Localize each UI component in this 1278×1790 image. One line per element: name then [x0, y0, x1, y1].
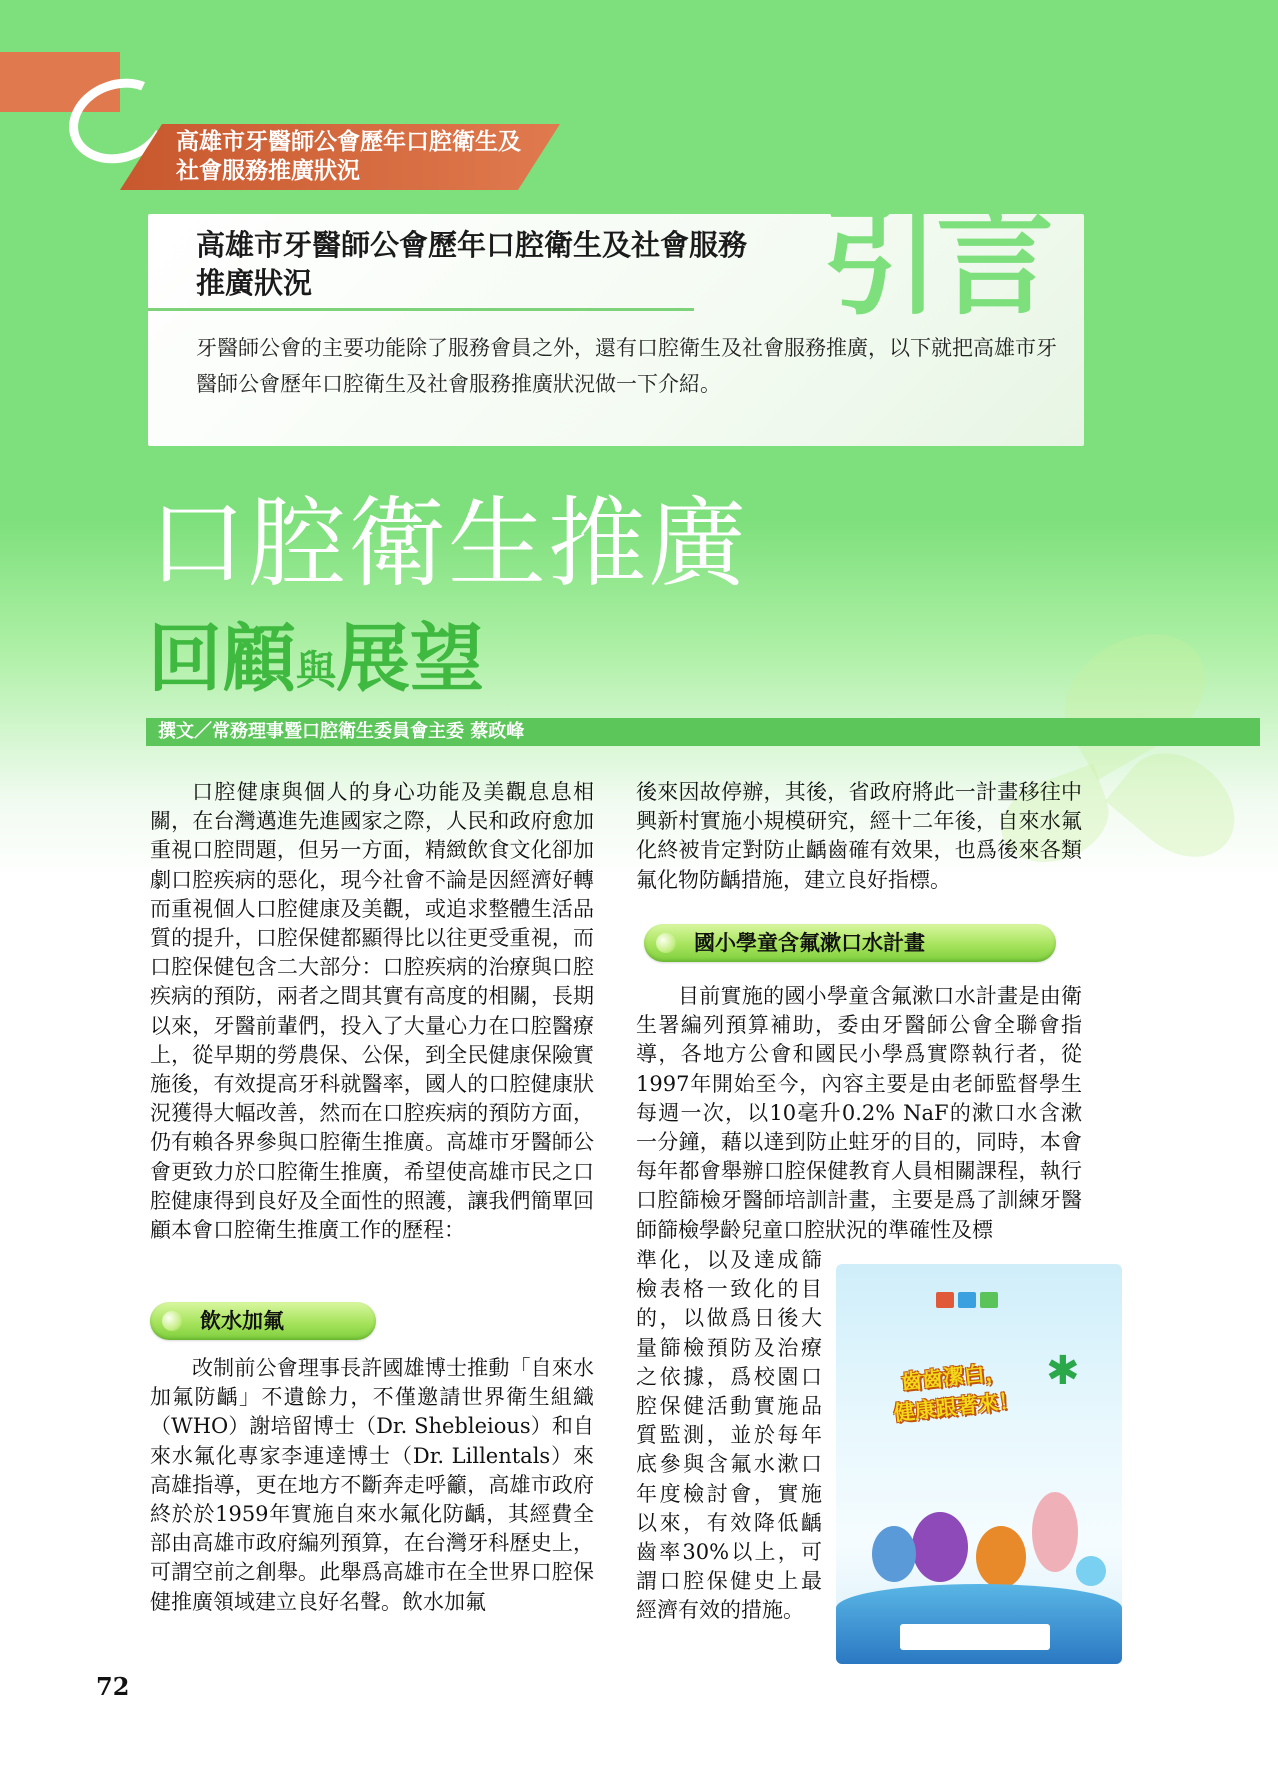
section-heading-rinse [644, 924, 1056, 962]
article-column-right-middle [636, 982, 1082, 1245]
poster-badge-icon [958, 1292, 976, 1308]
poster-slogan [877, 1354, 1032, 1429]
poster-badge-icon [980, 1292, 998, 1308]
water-paragraph: 改制前公會理事長許國雄博士推動「自來水加氟防齲」不遺餘力，不僅邀請世界衛生組織（WHO）謝培留博士（Dr. Shebleious）和自來水氟化專家李連達博士（Dr. Lillentals）來高雄指導，更在地方不斷奔走呼籲，高雄市政府終於於1959年實施自來水氟化防齲，其經費全部由高雄市政府編列預算，在台灣牙科歷史上，可謂空前之創舉。此舉爲高雄市在全世界口腔保健推廣領域建立良好名聲。飲水加氟 [150, 1356, 594, 1614]
intro-paragraph: 口腔健康與個人的身心功能及美觀息息相關，在台灣邁進先進國家之際，人民和政府愈加重視口腔問題，但另一方面，精緻飲食文化卻加劇口腔疾病的惡化，現今社會不論是因經濟好轉而重視個人口腔健康及美觀，或追求整體生活品質的提升，口腔保健都顯得比以往更受重視，而口腔保健包含二大部分：口腔疾病的治療與口腔疾病的預防，兩者之間其實有高度的相關，長期以來，牙醫前輩們，投入了大量心力在口腔醫療上，從早期的勞農保、公保，到全民健康保險實施後，有效提高牙科就醫率，國人的口腔健康狀況獲得大幅改善，然而在口腔疾病的預防方面，仍有賴各界參與口腔衛生推廣。高雄市牙醫師公會更致力於口腔衛生推廣，希望使高雄市民之口腔健康得到良好及全面性的照護，讓我們簡單回顧本會口腔衛生推廣工作的歷程： [150, 780, 594, 1243]
intro-title: 高雄市牙醫師公會歷年口腔衛生及社會服務推廣狀況 [196, 228, 748, 300]
article-title: 口腔衛生推廣 [148, 487, 749, 601]
subtitle-left: 回顧 [148, 616, 296, 702]
poster-logo-icons [936, 1292, 1002, 1312]
section-tag-text: 高雄市牙醫師公會歷年口腔衛生及社會服務推廣狀況 [176, 129, 521, 184]
character-blue-vase-icon [872, 1526, 916, 1582]
bullet-icon [656, 933, 676, 953]
intro-body: 牙醫師公會的主要功能除了服務會員之外，還有口腔衛生及社會服務推廣，以下就把高雄市牙醫師公會歷年口腔衛生及社會服務推廣狀況做一下介紹。 [196, 336, 1057, 396]
character-orange-icon [976, 1526, 1026, 1588]
author-credit: 撰文／常務理事暨口腔衛生委員會主委 蔡政峰 [158, 721, 525, 742]
page-number: 72 [96, 1672, 130, 1701]
character-bubble-icon [1076, 1556, 1106, 1586]
section-heading-water [150, 1302, 376, 1340]
subtitle-right: 展望 [336, 616, 484, 702]
intro-divider [148, 308, 694, 311]
poster-publisher-plate [900, 1624, 1050, 1650]
article-column-left-bottom [150, 1354, 594, 1617]
palm-tree-icon: ✱ [1046, 1348, 1080, 1394]
section-heading-label: 國小學童含氟漱口水計畫 [694, 931, 925, 955]
poster-badge-icon [936, 1292, 954, 1308]
poster-slogan-line1: 齒齒潔白， [899, 1359, 1007, 1395]
section-heading-label: 飲水加氟 [200, 1309, 284, 1333]
article-column-left-top [150, 778, 594, 1245]
water-paragraph-cont: 後來因故停辦，其後，省政府將此一計畫移往中興新村實施小規模研究，經十二年後，自來水氟化終被肯定對防止齲齒確有效果，也爲後來各類氟化物防齲措施，建立良好指標。 [636, 780, 1082, 892]
campaign-poster-image [836, 1264, 1122, 1664]
poster-slogan-line2: 健康跟著來！ [892, 1388, 1021, 1426]
bullet-icon [162, 1311, 182, 1331]
character-purple-icon [912, 1512, 968, 1582]
rinse-paragraph-cont: 準化，以及達成篩檢表格一致化的目的，以做爲日後大量篩檢預防及治療之依據，爲校園口腔保健活動實施品質監測，並於每年底參與含氟水漱口年度檢討會，實施以來，有效降低齲齒率30%以上，可謂口腔保健史上最經濟有效的措施。 [636, 1248, 822, 1623]
rinse-paragraph: 目前實施的國小學童含氟漱口水計畫是由衛生署編列預算補助，委由牙醫師公會全聯會指導，各地方公會和國民小學爲實際執行者，從1997年開始至今，內容主要是由老師監督學生每週一次，以10毫升0.2% NaF的漱口水含漱一分鐘，藉以達到防止蛀牙的目的，同時，本會每年都會舉辦口腔保健教育人員相關課程，執行口腔篩檢牙醫師培訓計畫，主要是爲了訓練牙醫師篩檢學齡兒童口腔狀況的準確性及標 [636, 984, 1082, 1242]
article-column-right-wrap [636, 1246, 822, 1626]
article-column-right-top [636, 778, 1082, 895]
article-subtitle [148, 616, 484, 714]
character-pink-icon [1032, 1492, 1078, 1572]
intro-label: 引言 [822, 193, 1051, 331]
subtitle-mid: 與 [296, 648, 336, 694]
